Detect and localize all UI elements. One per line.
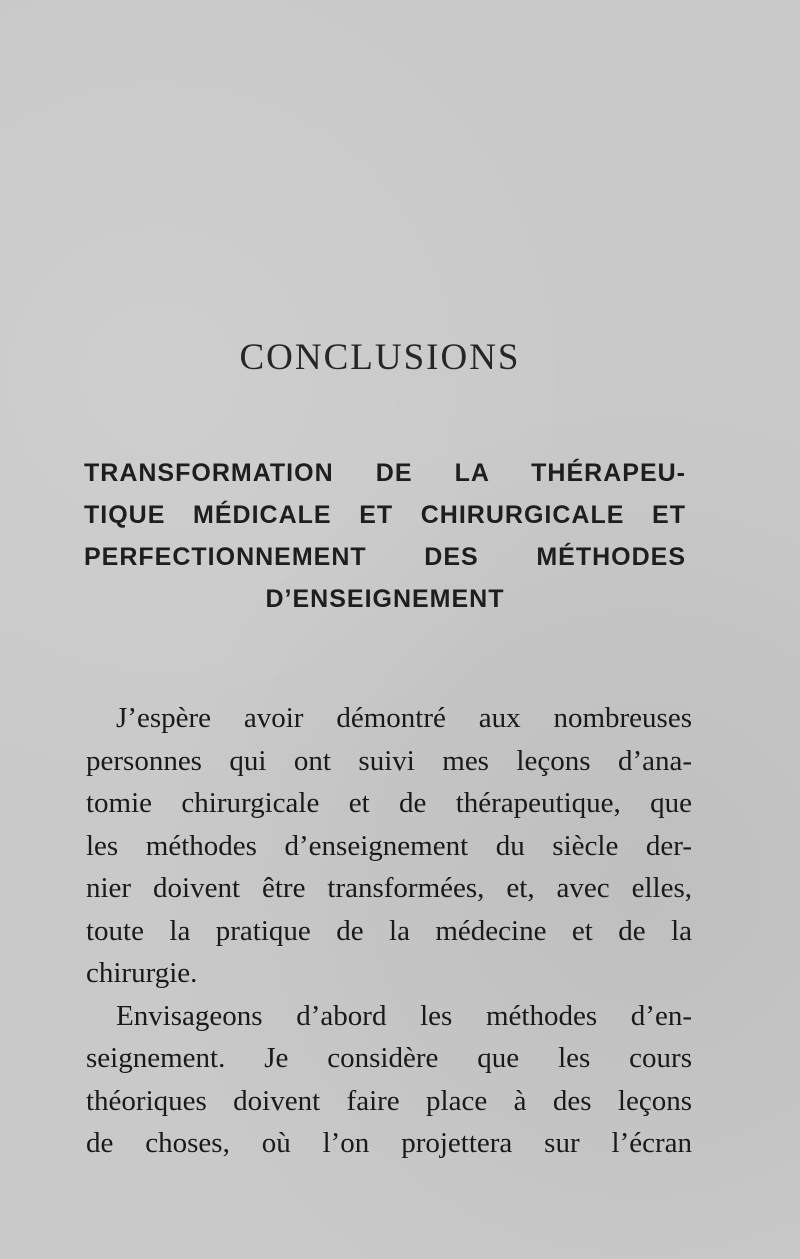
chapter-title: CONCLUSIONS [239,337,521,378]
subtitle-line-4: D’ENSEIGNEMENT [265,585,505,613]
body-line-10: théoriques doivent faire place à des leçons [86,1084,692,1117]
body-line-6: toute la pratique de la médecine et de la [86,914,692,947]
body-line-5: nier doivent être transformées, et, avec elles, [86,872,692,904]
body-text [86,697,692,1165]
body-line-9: seignement. Je considère que les cours [86,1042,692,1074]
chapter-subtitle [84,452,686,620]
subtitle-line-1: TRANSFORMATION DE LA THÉRAPEU- [84,459,686,487]
body-line-7: chirurgie. [86,957,198,989]
body-line-3: tomie chirurgicale et de thérapeutique, que [86,787,692,819]
body-line-1: J’espère avoir démontré aux nombreuses [116,702,692,734]
body-line-11: de choses, où l’on projettera sur l’écran [86,1127,692,1159]
body-line-2: personnes qui ont suivi mes leçons d’ana- [86,744,692,777]
subtitle-line-3: PERFECTIONNEMENT DES MÉTHODES [84,543,686,571]
body-line-4: les méthodes d’enseignement du siècle der- [86,829,692,862]
subtitle-line-2: TIQUE MÉDICALE ET CHIRURGICALE ET [84,501,686,529]
body-line-8: Envisageons d’abord les méthodes d’en- [116,999,692,1032]
